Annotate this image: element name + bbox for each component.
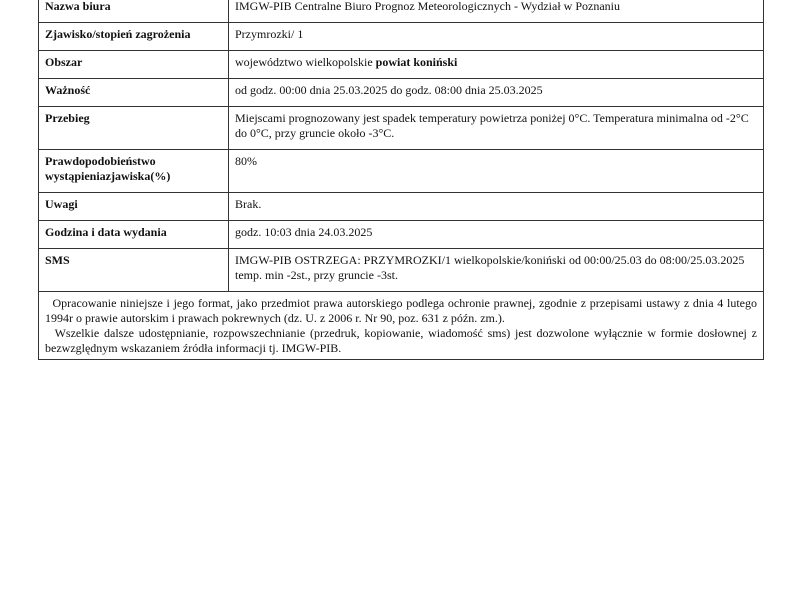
row-course: [39, 107, 764, 150]
office-name-value: IMGW-PIB Centralne Biuro Prognoz Meteorologicznych - Wydział w Poznaniu: [229, 0, 764, 23]
probability-label: Prawdopodobieństwo wystąpieniazjawiska(%): [39, 150, 229, 193]
phenomenon-value: Przymrozki/ 1: [229, 23, 764, 51]
course-label: Przebieg: [39, 107, 229, 150]
row-phenomenon: [39, 23, 764, 51]
probability-value: 80%: [229, 150, 764, 193]
row-office-name: [39, 0, 764, 23]
warning-document: [38, 0, 764, 360]
copyright-notice: [38, 292, 764, 360]
issue-time-value: godz. 10:03 dnia 24.03.2025: [229, 221, 764, 249]
distribution-paragraph: [45, 326, 757, 356]
office-name-label: Nazwa biura: [39, 0, 229, 23]
issue-time-label: Godzina i data wydania: [39, 221, 229, 249]
remarks-label: Uwagi: [39, 193, 229, 221]
row-validity: [39, 79, 764, 107]
row-probability: [39, 150, 764, 193]
copyright-text: Opracowanie niniejsze i jego format, jako przedmiot prawa autorskiego podlega ochronie prawnej, zgodnie z przepisami ustawy z dnia 4 lutego 1994r o prawie autorskim i prawach pokrewnych (dz. U. z 2006 r. Nr 90, poz. 631 z późn. zm.).: [45, 296, 757, 325]
sms-label: SMS: [39, 249, 229, 292]
area-label: Obszar: [39, 51, 229, 79]
row-remarks: [39, 193, 764, 221]
phenomenon-label: Zjawisko/stopień zagrożenia: [39, 23, 229, 51]
copyright-paragraph: [45, 296, 757, 326]
course-value: Miejscami prognozowany jest spadek temperatury powietrza poniżej 0°C. Temperatura minimalna od -2°C do 0°C, przy gruncie około -3°C.: [229, 107, 764, 150]
area-voivodeship: województwo wielkopolskie: [235, 55, 373, 69]
remarks-value: Brak.: [229, 193, 764, 221]
area-value: [229, 51, 764, 79]
sms-value: IMGW-PIB OSTRZEGA: PRZYMROZKI/1 wielkopolskie/koniński od 00:00/25.03 do 08:00/25.03.2025 temp. min -2st., przy gruncie -3st.: [229, 249, 764, 292]
row-sms: [39, 249, 764, 292]
validity-label: Ważność: [39, 79, 229, 107]
row-area: [39, 51, 764, 79]
validity-value: od godz. 00:00 dnia 25.03.2025 do godz. 08:00 dnia 25.03.2025: [229, 79, 764, 107]
row-issue-time: [39, 221, 764, 249]
area-county: powiat koniński: [375, 55, 458, 69]
distribution-text: Wszelkie dalsze udostępnianie, rozpowszechnianie (przedruk, kopiowanie, wiadomość sms) jest dozwolone wyłącznie w formie dosłownej z bezwzględnym wskazaniem źródła informacji tj. IMGW-PIB.: [45, 326, 758, 355]
warning-table: [38, 0, 764, 292]
